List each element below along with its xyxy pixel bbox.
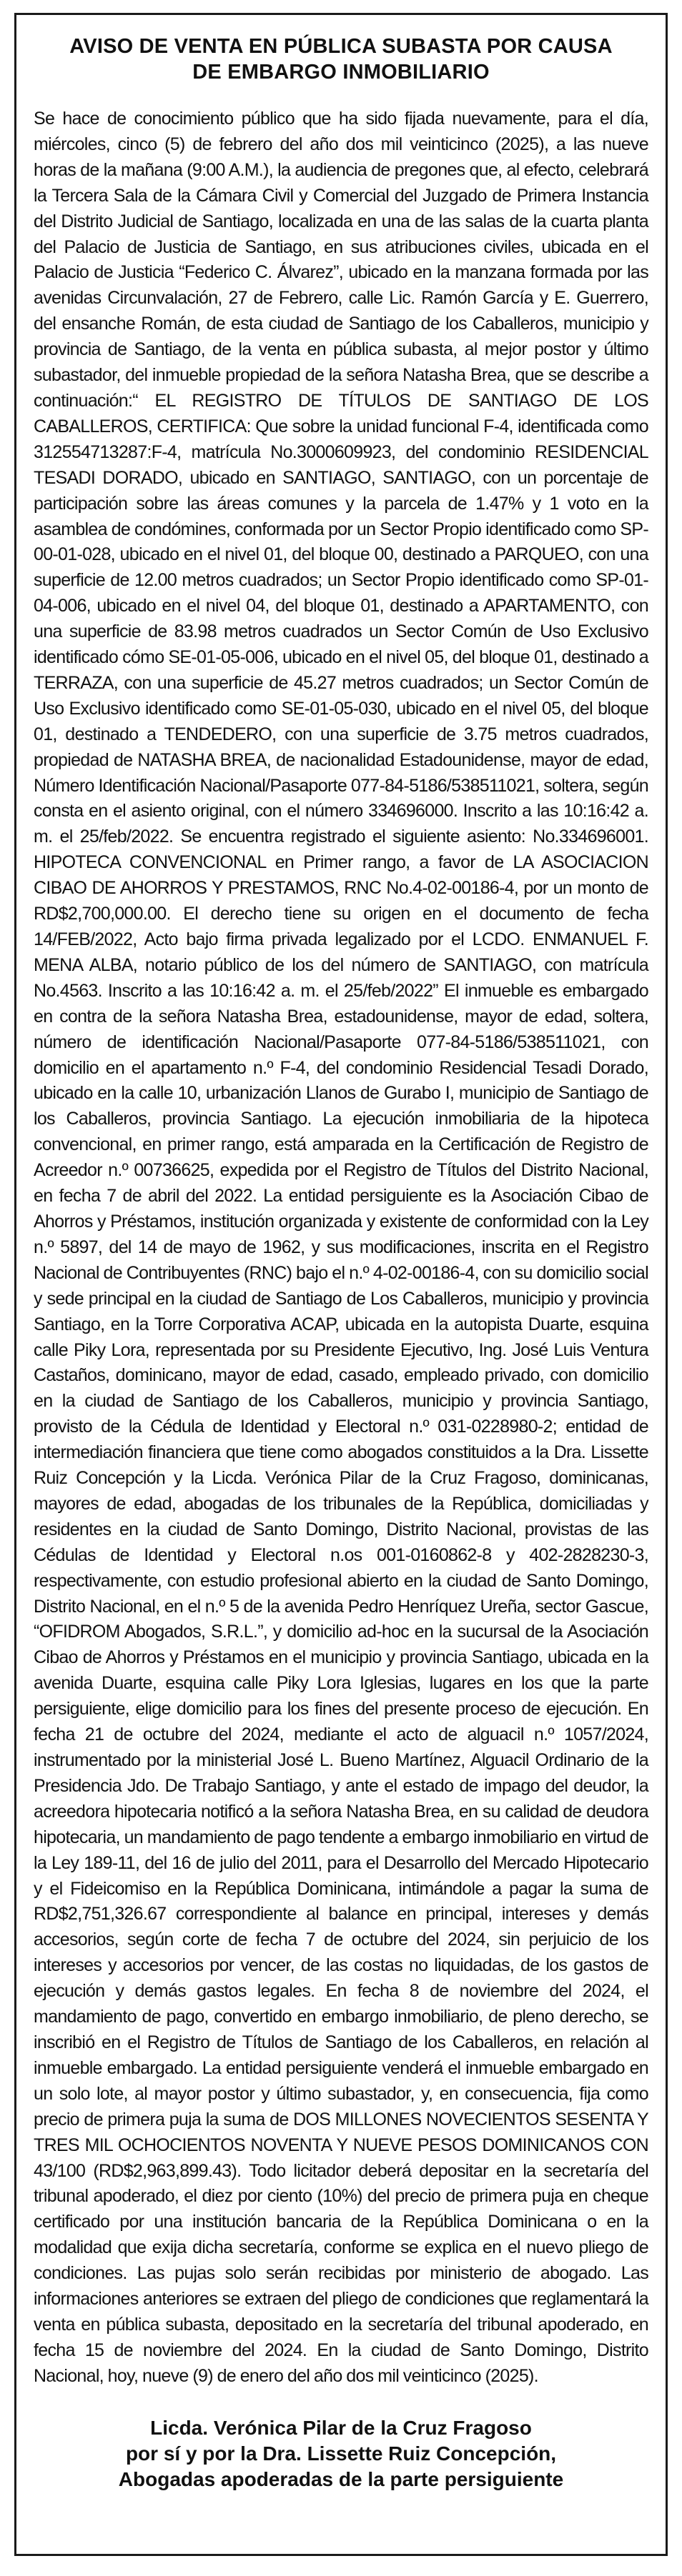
notice-body: Se hace de conocimiento público que ha sido fijada nuevamente, para el día, miércoles, cinco (5) de febrero del año dos mil veinticinco (2025), a las nueve horas de la mañana (9:00 A.M.), la audiencia de pregones que, al efecto, celebrará la Tercera Sala de la Cámara Civil y Comercial del Juzgado de Primera Instancia del Distrito Judicial de Santiago, localizada en una de las salas de la cuarta planta del Palacio de Justicia de Santiago, en sus atribuciones civiles, ubicada en el Palacio de Justicia “Federico C. Álvarez”, ubicado en la manzana formada por las avenidas Circunvalación, 27 de Febrero, calle Lic. Ramón García y E. Guerrero, del ensanche Román, de esta ciudad de Santiago de los Caballeros, municipio y provincia de Santiago, de la venta en pública subasta, al mejor postor y último subastador, del inmueble propiedad de la señora Natasha Brea, que se describe a continuación:“ EL REGISTRO DE TÍTULOS DE SANTIAGO DE LOS CABALLEROS, CERTIFICA: Que sobre la unidad funcional F-4, identificada como 312554713287:F-4, matrícula No.3000609923, del condominio RESIDENCIAL TESADI DORADO, ubicado en SANTIAGO, SANTIAGO, con un porcentaje de participación sobre las áreas comunes y la parcela de 1.47% y 1 voto en la asamblea de condómines, conformada por un Sector Propio identificado como SP-00-01-028, ubicado en el nivel 01, del bloque 00, destinado a PARQUEO, con una superficie de 12.00 metros cuadrados; un Sector Propio identificado como SP-01-04-006, ubicado en el nivel 04, del bloque 01, destinado a APARTAMENTO, con una superficie de 83.98 metros cuadrados un Sector Común de Uso Exclusivo identificado cómo SE-01-05-006, ubicado en el nivel 05, del bloque 01, destinado a TERRAZA, con una superficie de 45.27 metros cuadrados; un Sector Común de Uso Exclusivo identificado como SE-01-05-030, ubicado en el nivel 05, del bloque 01, destinado a TENDEDERO, con una superficie de 3.75 metros cuadrados, propiedad de NATASHA BREA, de nacionalidad Estadounidense, mayor de edad, Número Identificación Nacional/Pasaporte 077-84-5186/538511021, soltera, según consta en el asiento original, con el número 334696000. Inscrito a las 10:16:42 a. m. el 25/feb/2022. Se encuentra registrado el siguiente asiento: No.334696001. HIPOTECA CONVENCIONAL en Primer rango, a favor de LA ASOCIACION CIBAO DE AHORROS Y PRESTAMOS, RNC No.4-02-00186-4, por un monto de RD$2,700,000.00. El derecho tiene su origen en el documento de fecha 14/FEB/2022, Acto bajo firma privada legalizado por el LCDO. ENMANUEL F. MENA ALBA, notario público de los del número de SANTIAGO, con matrícula No.4563. Inscrito a las 10:16:42 a. m. el 25/feb/2022” El inmueble es embargado en contra de la señora Natasha Brea, estadounidense, mayor de edad, soltera, número de identificación Nacional/Pasaporte 077-84-5186/538511021, con domicilio en el apartamento n.º F-4, del condominio Residencial Tesadi Dorado, ubicado en la calle 10, urbanización Llanos de Gurabo I, municipio de Santiago de los Caballeros, provincia Santiago. La ejecución inmobiliaria de la hipoteca convencional, en primer rango, está amparada en la Certificación de Registro de Acreedor n.º 00736625, expedida por el Registro de Títulos del Distrito Nacional, en fecha 7 de abril del 2022. La entidad persiguiente es la Asociación Cibao de Ahorros y Préstamos, institución organizada y existente de conformidad con la Ley n.º 5897, del 14 de mayo de 1962, y sus modificaciones, inscrita en el Registro Nacional de Contribuyentes (RNC) bajo el n.º 4-02-00186-4, con su domicilio social y sede principal en la ciudad de Santiago de Los Caballeros, municipio y provincia Santiago, en la Torre Corporativa ACAP, ubicada en la autopista Duarte, esquina calle Piky Lora, representada por su Presidente Ejecutivo, Ing. José Luis Ventura Castaños, dominicano, mayor de edad, casado, empleado privado, con domicilio en la ciudad de Santiago de los Caballeros, municipio y provincia Santiago, provisto de la Cédula de Identidad y Electoral n.º 031-0228980-2; entidad de intermediación financiera que tiene como abogados constituidos a la Dra. Lissette Ruiz Concepción y la Licda. Verónica Pilar de la Cruz Fragoso, dominicanas, mayores de edad, abogadas de los tribunales de la República, domiciliadas y residentes en la ciudad de Santo Domingo, Distrito Nacional, provistas de las Cédulas de Identidad y Electoral n.os 001-0160862-8 y 402-2828230-3, respectivamente, con estudio profesional abierto en la ciudad de Santo Domingo, Distrito Nacional, en el n.º 5 de la avenida Pedro Henríquez Ureña, sector Gascue, “OFIDROM Abogados, S.R.L.”, y domicilio ad-hoc en la sucursal de la Asociación Cibao de Ahorros y Préstamos en el municipio y provincia Santiago, ubicada en la avenida Duarte, esquina calle Piky Lora Iglesias, lugares en los que la parte persiguiente, elige domicilio para los fines del presente proceso de ejecución. En fecha 21 de octubre del 2024, mediante el acto de alguacil n.º 1057/2024, instrumentado por la ministerial José L. Bueno Martínez, Alguacil Ordinario de la Presidencia Jdo. De Trabajo Santiago, y ante el estado de impago del deudor, la acreedora hipotecaria notificó a la señora Natasha Brea, en su calidad de deudora hipotecaria, un mandamiento de pago tendente a embargo inmobiliario en virtud de la Ley 189-11, del 16 de julio del 2011, para el Desarrollo del Mercado Hipotecario y el Fideicomiso en la República Dominicana, intimándole a pagar la suma de RD$2,751,326.67 correspondiente al balance en principal, intereses y demás accesorios, según corte de fecha 7 de octubre del 2024, sin perjuicio de los intereses y accesorios por vencer, de las costas no liquidadas, de los gastos de ejecución y demás gastos legales. En fecha 8 de noviembre del 2024, el mandamiento de pago, convertido en embargo inmobiliario, de pleno derecho, se inscribió en el Registro de Títulos de Santiago de los Caballeros, en relación al inmueble embargado. La entidad persiguiente venderá el inmueble embargado en un solo lote, al mayor postor y último subastador, y, en consecuencia, fija como precio de primera puja la suma de DOS MILLONES NOVECIENTOS SESENTA Y TRES MIL OCHOCIENTOS NOVENTA Y NUEVE PESOS DOMINICANOS CON 43/100 (RD$2,963,899.43). Todo licitador deberá depositar en la secretaría del tribunal apoderado, el diez por ciento (10%) del precio de primera puja en cheque certificado por una institución bancaria de la República Dominicana o en la modalidad que exija dicha secretaría, conforme se explica en el nuevo pliego de condiciones. Las pujas solo serán recibidas por ministerio de abogado. Las informaciones anteriores se extraen del pliego de condiciones que reglamentará la venta en pública subasta, depositado en la secretaría del tribunal apoderado, en fecha 15 de noviembre del 2024. En la ciudad de Santo Domingo, Distrito Nacional, hoy, nueve (9) de enero del año dos mil veinticinco (2025). xyxy=(34,109,648,2386)
notice-title xyxy=(34,34,648,85)
signature-block xyxy=(34,2415,648,2492)
notice-title-line-2: DE EMBARGO INMOBILIARIO xyxy=(192,61,490,84)
notice-title-line-1: AVISO DE VENTA EN PÚBLICA SUBASTA POR CAUSA xyxy=(69,35,613,58)
signature-role: Abogadas apoderadas de la parte persiguiente xyxy=(118,2467,564,2490)
signature-name: Licda. Verónica Pilar de la Cruz Fragoso xyxy=(150,2416,532,2439)
signature-on-behalf: por sí y por la Dra. Lissette Ruiz Concepción, xyxy=(125,2442,557,2465)
legal-notice xyxy=(14,13,668,2556)
